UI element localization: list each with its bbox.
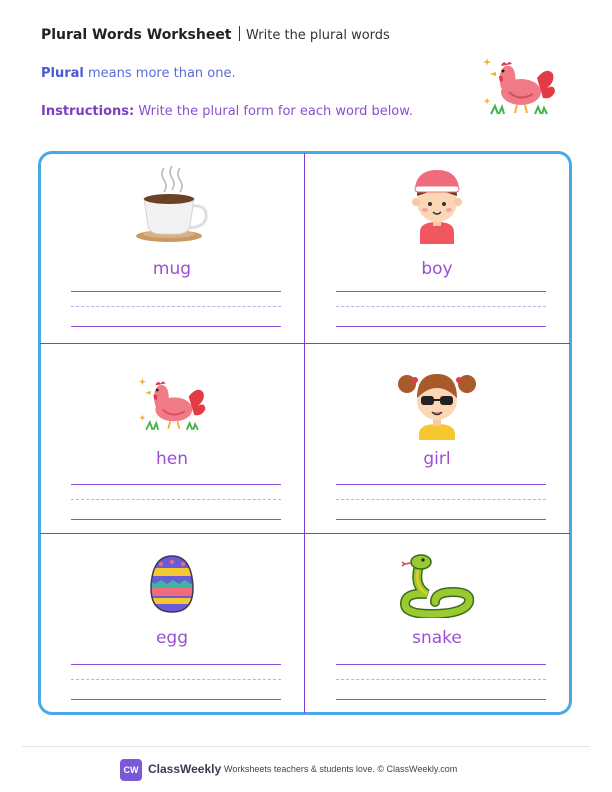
easter-egg-icon	[149, 554, 195, 614]
writing-line-bottom	[336, 326, 546, 327]
word-cell-hen	[40, 344, 304, 532]
word-cell-girl	[305, 344, 569, 532]
word-label: snake	[412, 628, 462, 648]
worksheet-subtitle: Write the plural words	[246, 28, 390, 43]
writing-line-top	[336, 664, 546, 665]
writing-line-top	[71, 664, 281, 665]
writing-line-top	[71, 291, 281, 292]
definition-term: Plural	[41, 66, 84, 81]
writing-line-bottom	[336, 519, 546, 520]
writing-line-top	[71, 484, 281, 485]
word-label: hen	[155, 449, 188, 469]
definition-line	[41, 66, 236, 81]
word-cell-mug	[40, 154, 304, 342]
snake-icon	[399, 552, 475, 618]
word-label: egg	[155, 628, 189, 648]
writing-line-middle	[336, 499, 546, 500]
word-label: girl	[423, 449, 451, 469]
writing-line-top	[336, 484, 546, 485]
writing-line-middle	[71, 306, 281, 307]
writing-line-middle	[71, 679, 281, 680]
word-cell-snake	[305, 534, 569, 722]
writing-line-bottom	[336, 699, 546, 700]
definition-text: means more than one.	[83, 66, 236, 81]
writing-line-bottom	[71, 699, 281, 700]
coffee-mug-icon	[132, 164, 212, 246]
writing-line-bottom	[71, 326, 281, 327]
word-cell-boy	[305, 154, 569, 342]
boy-icon	[406, 166, 468, 244]
girl-icon	[397, 362, 477, 440]
word-label: mug	[152, 259, 192, 279]
footer-brand: ClassWeekly	[148, 762, 222, 776]
hen-icon	[479, 52, 559, 116]
instructions-line	[41, 104, 413, 119]
worksheet-title: Plural Words Worksheet	[41, 27, 232, 43]
word-label: boy	[421, 259, 453, 279]
footer-tagline: Worksheets teachers & students love. © ClassWeekly.com	[224, 764, 458, 774]
footer-divider	[22, 746, 590, 747]
classweekly-logo: CW	[120, 759, 142, 781]
writing-line-middle	[336, 306, 546, 307]
writing-line-middle	[336, 679, 546, 680]
hen-icon	[135, 372, 209, 432]
word-cell-egg	[40, 534, 304, 722]
title-separator	[239, 26, 241, 41]
worksheet-header	[41, 26, 390, 43]
instructions-text: Write the plural form for each word below.	[134, 104, 413, 119]
instructions-label: Instructions:	[41, 104, 135, 119]
writing-line-middle	[71, 499, 281, 500]
writing-line-bottom	[71, 519, 281, 520]
writing-line-top	[336, 291, 546, 292]
